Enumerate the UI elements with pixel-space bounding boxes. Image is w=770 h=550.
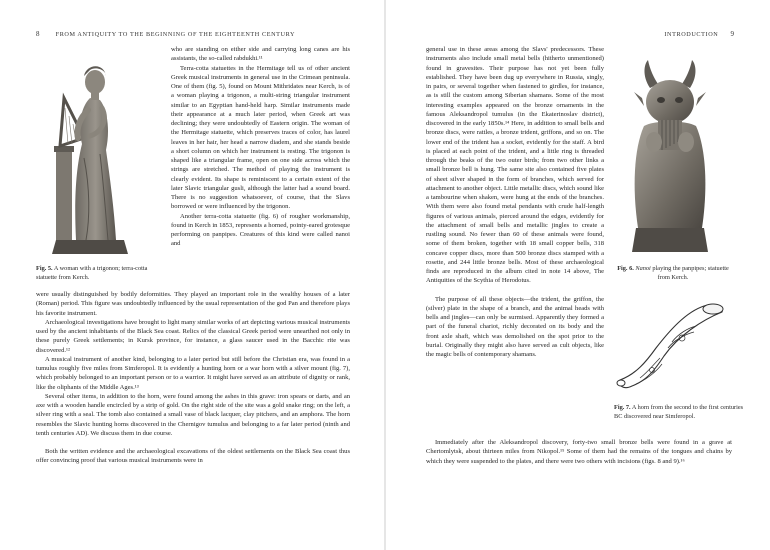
figure-6-title: Nanoi <box>635 265 651 272</box>
right-paragraph: general use in these areas among the Slavs' predecessors. These instruments also include small metal bells (hitherto unmentioned) found in gravesites. Their purpose has not yet been fully established. They have been dug up everywhere in Russia, singly, in pairs, or several together when fastened to girdles, for instance, as is still the custom among Siberian shamans. Some of the most interesting examples appeared on the bronze ornaments in the famous Aleksandropol tumulus (in the Ekaterinoslav district), discovered in the early 1850s.¹⁴ Here, in addition to small bells and bronze discs, were rattles, a bronze trident, griffons, and so on. The lower end of the trident has a socket, evidently for the staff. A bird is placed at each point of the trident, and a little ring is threaded through the beaks of the two outer birds; from two other links a small bronze bell is hung. The same site also contained five plates of sheet silver shaped in the form of branches, which served for attachment to another object. Little metallic discs, which sound like a tambourine when shaken, were hung at the ends of the branches. With them were also found metal pendants with crude half-length figures of various animals, pierced around the edges, evidently for the attachment of small bells and metallic jingles to create a rustling sound. No fewer than 60 of these animals were found, some of them broken, together with 18 small copper bells, 318 concave copper discs, more than 500 bronze discs stamped with a rosette, and 244 little bronze bells. Most of these archaeological finds are reproduced in the album cited in note 14 above, The Antiquities of the Scythia of Herodotus. <box>426 46 604 285</box>
figure-5-statuette <box>50 58 132 256</box>
left-paragraph: Both the written evidence and the archaeological excavations of the oldest settlements on the Black Sea coast thus offer convincing proof that various musical instruments were in <box>36 448 350 465</box>
figure-7-text: A horn from the second to the first centuries BC discovered near Simferopol. <box>614 404 744 420</box>
right-page-header <box>664 30 734 38</box>
figure-7-caption <box>614 404 744 421</box>
figure-6-caption <box>614 265 732 282</box>
left-paragraph: Terra-cotta statuettes in the Hermitage tell us of other ancient Greek musical instruments in general use in the Crimean peninsula. One of them (fig. 5), found on Mount Mithridates near Kerch, is of a woman playing a trigonon, a multi-string triangular instrument similar to an Egyptian hand-held harp. Similar instruments made their appearance at a much later period, when Greek art was declining; they were undoubtedly of Eastern origin. The woman of the Hermitage statuette, which preserves traces of color, has laurel leaves in her hair, her head a narrow diadem, and she stands beside a short column on which her instrument is resting. The trigonon is shaped like a triangular frame, open on one side across which the strings are stretched. The method of playing the instrument is clearly evident. Its shape is reminiscent to a certain extent of the later Slavic triangular gusli, although the latter had a sound board. There is no suggestion whatsoever, of course, that the Slavs borrowed or were influenced by the trigonon. <box>171 64 350 211</box>
left-page <box>0 0 384 550</box>
left-paragraph: Another terra-cotta statuette (fig. 6) of rougher workmanship, found in Kerch in 1853, represents a horned, pointy-eared grotesque performing on panpipes. Creatures of this kind were called nanoi and <box>171 212 350 248</box>
left-paragraph: A musical instrument of another kind, belonging to a later period but still before the Christian era, was found in a tumulus roughly five miles from Simferopol. It is evidently a hunting horn or a war horn with a silver mount (fig. 7), which probably belonged to an important person or to a warrior. It might have served as an attribute of dignity or rank, like the oliphants of the Middle Ages.¹³ <box>36 355 350 391</box>
figure-5-caption <box>36 265 166 282</box>
right-column-text <box>426 45 604 430</box>
right-paragraph: Immediately after the Aleksandropol discovery, forty-two small bronze bells were found in a grave at Chertomlytsk, about thirteen miles from Nikopol.¹⁵ Some of them had the remains of the tongues and chains by which they were suspended to the plates, and there were two others with incisions (figs. 8 and 9).¹⁶ <box>426 439 732 465</box>
figure-5-label: Fig. 5. <box>36 265 53 272</box>
left-paragraph: who are standing on either side and carrying long canes are his assistants, the so-called rabdukhi.¹¹ <box>171 46 350 63</box>
figure-6-text: playing the panpipes; statuette from Kerch. <box>652 265 729 281</box>
right-running-head: INTRODUCTION <box>664 31 719 38</box>
left-paragraph: Archaeological investigations have brought to light many similar works of art depicting various musical instruments used by the ancient inhabitants of the Black Sea coast. Relics of the classical Greek period were unearthed not only in these purely Greek settlements; in Kursk province, for instance, a glass saucer used in the Bacchic rite was discovered.¹² <box>36 318 350 354</box>
left-paragraph: were usually distinguished by bodily deformities. They played an important role in the wealthy houses of a later (Roman) period. This figure was undoubtedly influenced by the usual representation of the god Pan and therefore plays his favorite instrument. <box>36 291 350 317</box>
left-full-width-text <box>36 290 350 530</box>
left-paragraph: Several other items, in addition to the horn, were found among the ashes in this grave: iron spears or darts, and an axe with a wooden handle encircled by a strip of gold. On the right side of the site was a gold snake ring; on the left, a silver ring with a seal. The tomb also contained a small vase of black lacquer, clay pitchers, and an amphora. The horn resembles the Slavic hunting horns discovered in the Chernigov tumulus and belonging to a far later period (ninth and tenth centuries AD). We discuss them in due course. <box>36 392 350 437</box>
left-page-number: 8 <box>36 30 40 38</box>
figure-7-label: Fig. 7. <box>614 404 631 411</box>
right-page <box>386 0 770 550</box>
right-paragraph: The purpose of all these objects—the trident, the griffon, the (silver) plate in the shape of a branch, and the animal heads with bells and jingles—can only be surmised. Apparently they formed a part of the funeral chariot, richly decorated on its body and the front axle shaft, which was demolished on the spot prior to the burial. Originally they might also have served as cult objects, like the magic bells of contemporary shamans. <box>426 295 604 358</box>
right-page-number: 9 <box>730 30 734 38</box>
left-page-header <box>36 30 295 38</box>
figure-5-text: A woman with a trigonon; terra-cotta statuette from Kerch. <box>36 265 148 281</box>
figure-6-statuette <box>620 58 720 256</box>
figure-7-horn-drawing <box>612 300 736 404</box>
left-running-head: FROM ANTIQUITY TO THE BEGINNING OF THE EIGHTEENTH CENTURY <box>55 31 296 38</box>
left-column-text <box>171 45 350 287</box>
figure-6-label: Fig. 6. <box>617 265 634 272</box>
right-full-width-text <box>426 438 732 508</box>
